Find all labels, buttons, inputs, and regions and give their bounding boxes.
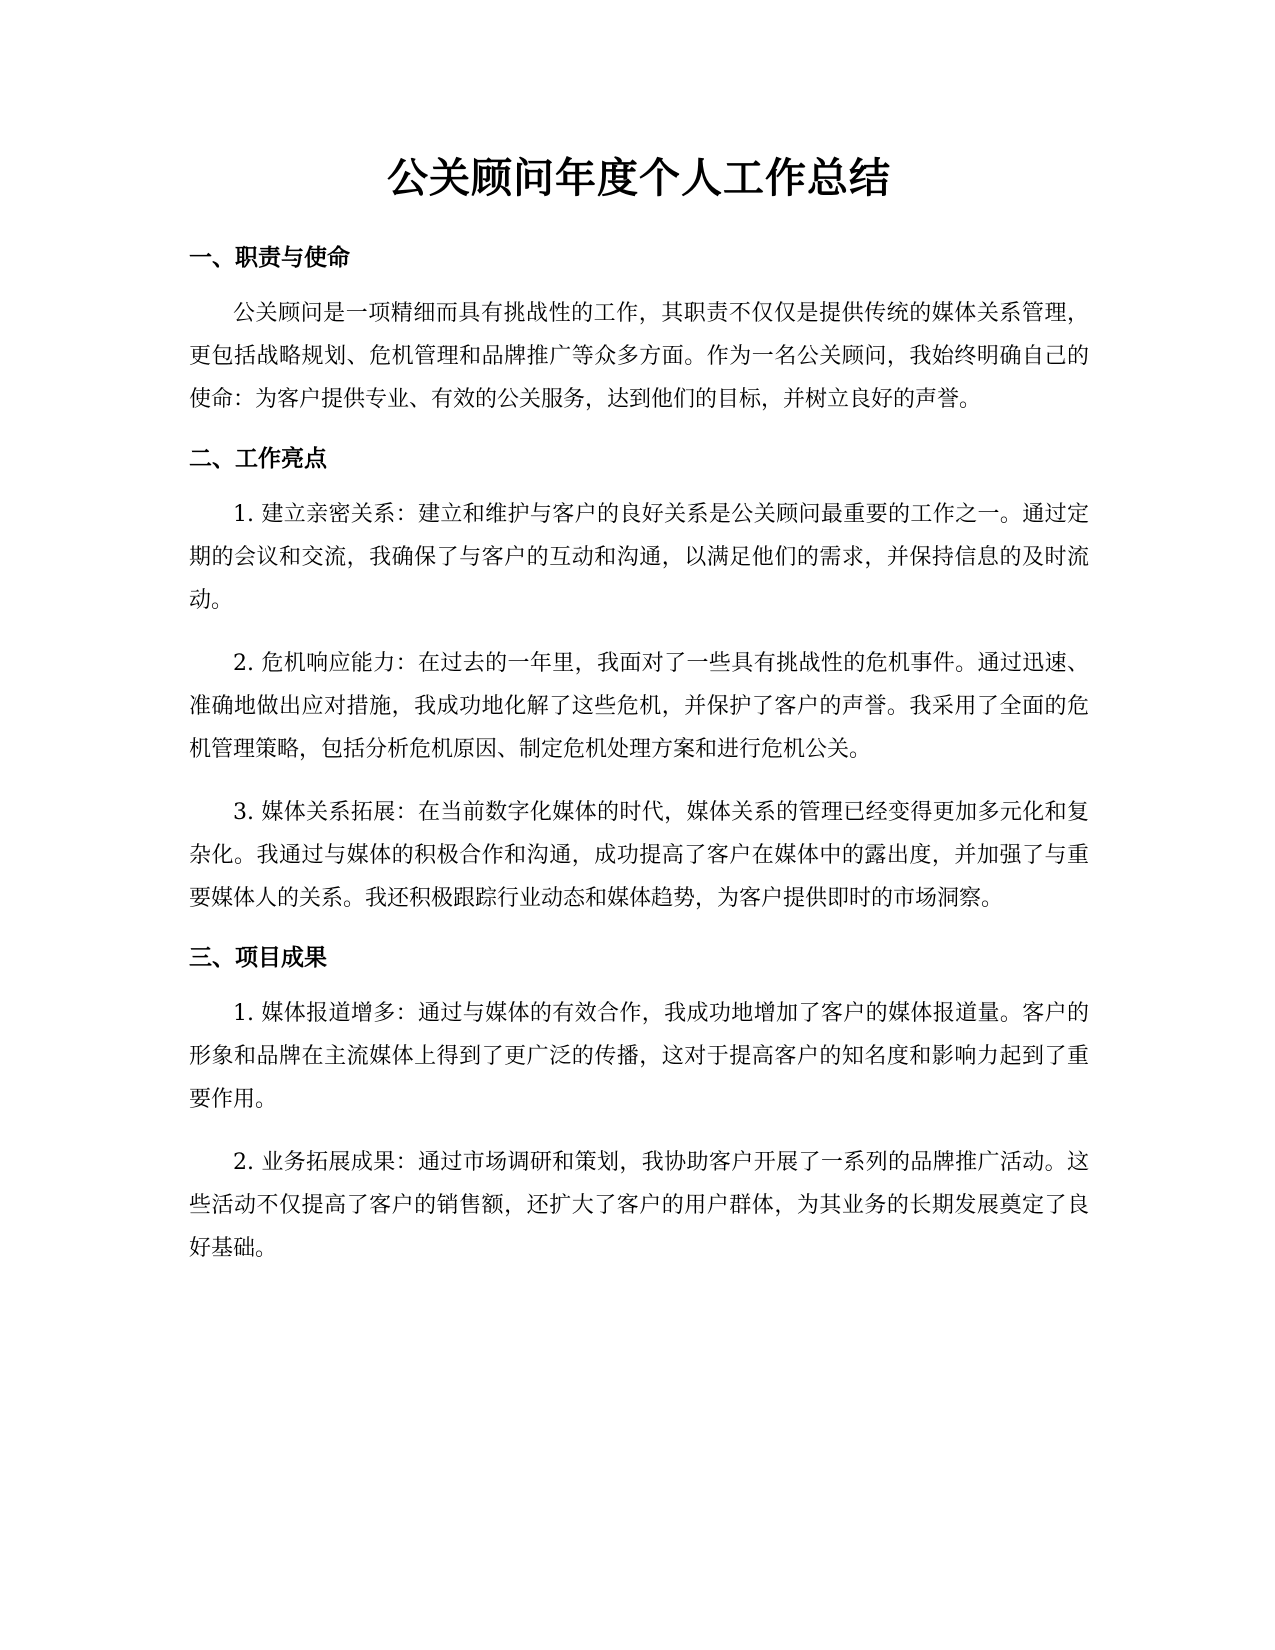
document-title: 公关顾问年度个人工作总结	[387, 154, 891, 202]
section-heading: 二、工作亮点	[189, 446, 327, 472]
document-content	[189, 150, 1089, 1292]
paragraph: 公关顾问是一项精细而具有挑战性的工作，其职责不仅仅是提供传统的媒体关系管理，更包括战略规划、危机管理和品牌推广等众多方面。作为一名公关顾问，我始终明确自己的使命：为客户提供专业、有效的公关服务，达到他们的目标，并树立良好的声誉。	[189, 301, 1089, 412]
section-heading: 三、项目成果	[189, 945, 327, 971]
section-results	[189, 942, 1089, 1270]
paragraph: 1. 媒体报道增多：通过与媒体的有效合作，我成功地增加了客户的媒体报道量。客户的形象和品牌在主流媒体上得到了更广泛的传播，这对于提高客户的知名度和影响力起到了重要作用。	[189, 1001, 1089, 1112]
paragraph: 3. 媒体关系拓展：在当前数字化媒体的时代，媒体关系的管理已经变得更加多元化和复杂化。我通过与媒体的积极合作和沟通，成功提高了客户在媒体中的露出度，并加强了与重要媒体人的关系。我还积极跟踪行业动态和媒体趋势，为客户提供即时的市场洞察。	[189, 800, 1089, 911]
paragraph: 1. 建立亲密关系：建立和维护与客户的良好关系是公关顾问最重要的工作之一。通过定期的会议和交流，我确保了与客户的互动和沟通，以满足他们的需求，并保持信息的及时流动。	[189, 502, 1089, 613]
paragraph: 2. 业务拓展成果：通过市场调研和策划，我协助客户开展了一系列的品牌推广活动。这些活动不仅提高了客户的销售额，还扩大了客户的用户群体，为其业务的长期发展奠定了良好基础。	[189, 1150, 1089, 1261]
section-heading: 一、职责与使命	[189, 245, 350, 271]
paragraph: 2. 危机响应能力：在过去的一年里，我面对了一些具有挑战性的危机事件。通过迅速、准确地做出应对措施，我成功地化解了这些危机，并保护了客户的声誉。我采用了全面的危机管理策略，包括分析危机原因、制定危机处理方案和进行危机公关。	[189, 651, 1089, 762]
section-duties	[189, 242, 1089, 421]
section-highlights	[189, 443, 1089, 920]
